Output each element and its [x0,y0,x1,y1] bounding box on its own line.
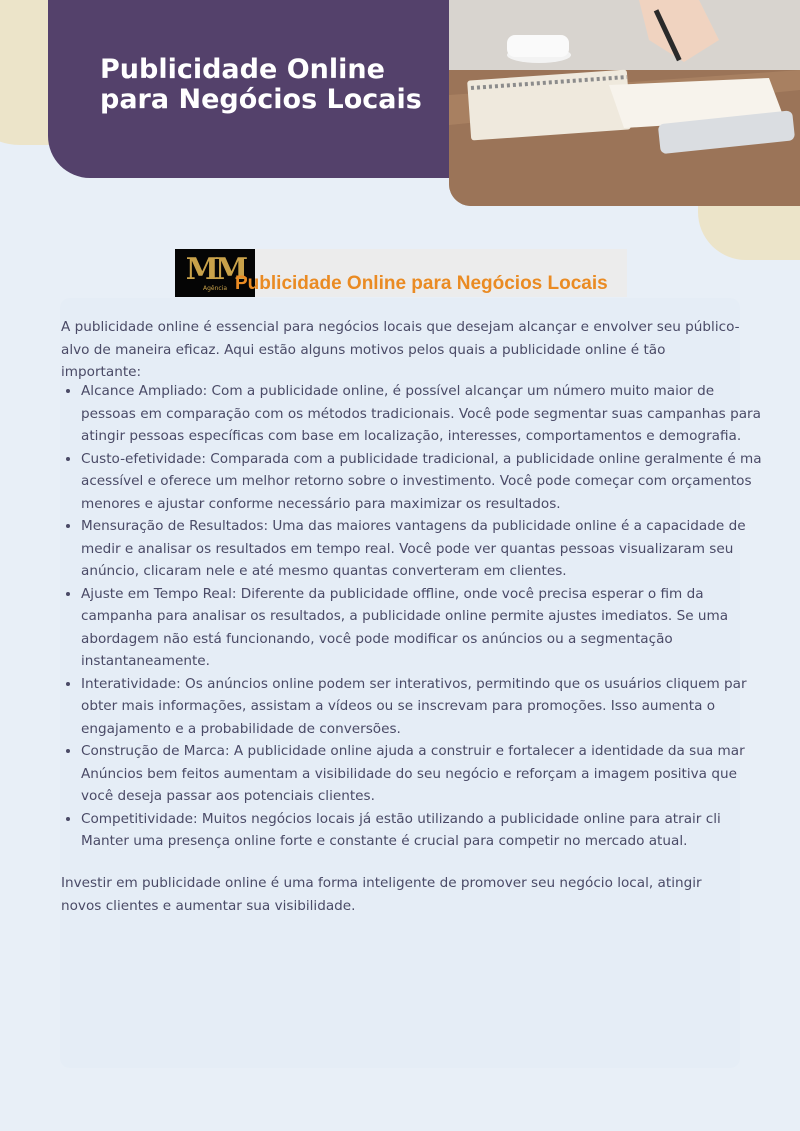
coffee-cup [507,35,569,57]
desk-photo-illustration [449,0,800,206]
header-banner [48,0,453,178]
list-item: • Custo-efetividade: Comparada com a publicidade tradicional, a publicidade online geralmente é ma acessível e oferece um melhor retorno sobre o investimento. Você pode começar com orçamentos menores e ajustar conforme necessário para maximizar os resultados. [81,448,765,516]
benefits-list [61,380,765,853]
page-title: Publicidade Online para Negócios Locais [100,54,422,115]
banner-title: Publicidade Online para Negócios Locais [235,273,608,294]
list-item: • Ajuste em Tempo Real: Diferente da publicidade offline, onde você precisa esperar o fim da campanha para analisar os resultados, a publicidade online permite ajustes imediatos. Se uma abordagem não está funcionando, você pode modificar os anúncios ou a segmentação instantaneamente. [81,583,765,673]
list-item: • Competitividade: Muitos negócios locais já estão utilizando a publicidade online para atrair cli Manter uma presença online forte e constante é crucial para competir no mercado atual. [81,808,765,853]
intro-paragraph: A publicidade online é essencial para negócios locais que desejam alcançar e envolver seu público-alvo de maneira eficaz. Aqui estão alguns motivos pelos quais a publicidade online é tão importante: [61,319,740,380]
list-item: • Alcance Ampliado: Com a publicidade online, é possível alcançar um número muito maior de pessoas em comparação com os métodos tradicionais. Você pode segmentar suas campanhas para atingir pessoas específicas com base em localização, interesses, comportamentos e demografia. [81,380,765,448]
list-item: • Construção de Marca: A publicidade online ajuda a construir e fortalecer a identidade da sua mar Anúncios bem feitos aumentam a visibilidade do seu negócio e reforçam a imagem positiva que você deseja passar aos potenciais clientes. [81,740,765,808]
list-item: • Interatividade: Os anúncios online podem ser interativos, permitindo que os usuários cliquem par obter mais informações, assistam a vídeos ou se inscrevam para promoções. Isso aumenta o engajamento e a probabilidade de conversões. [81,673,765,741]
list-item: • Mensuração de Resultados: Uma das maiores vantagens da publicidade online é a capacidade de medir e analisar os resultados em tempo real. Você pode ver quantas pessoas visualizaram seu anúncio, clicaram nele e até mesmo quantas converteram em clientes. [81,515,765,583]
notebook [467,69,631,140]
logo-mark: MM [185,251,245,287]
closing-paragraph: Investir em publicidade online é uma forma inteligente de promover seu negócio local, atingir novos clientes e aumentar sua visibilidade. [61,875,702,914]
photo-background [449,0,800,70]
header-photo [449,0,800,206]
logo-subtitle: Agência [202,284,228,292]
brand-banner [175,249,627,297]
